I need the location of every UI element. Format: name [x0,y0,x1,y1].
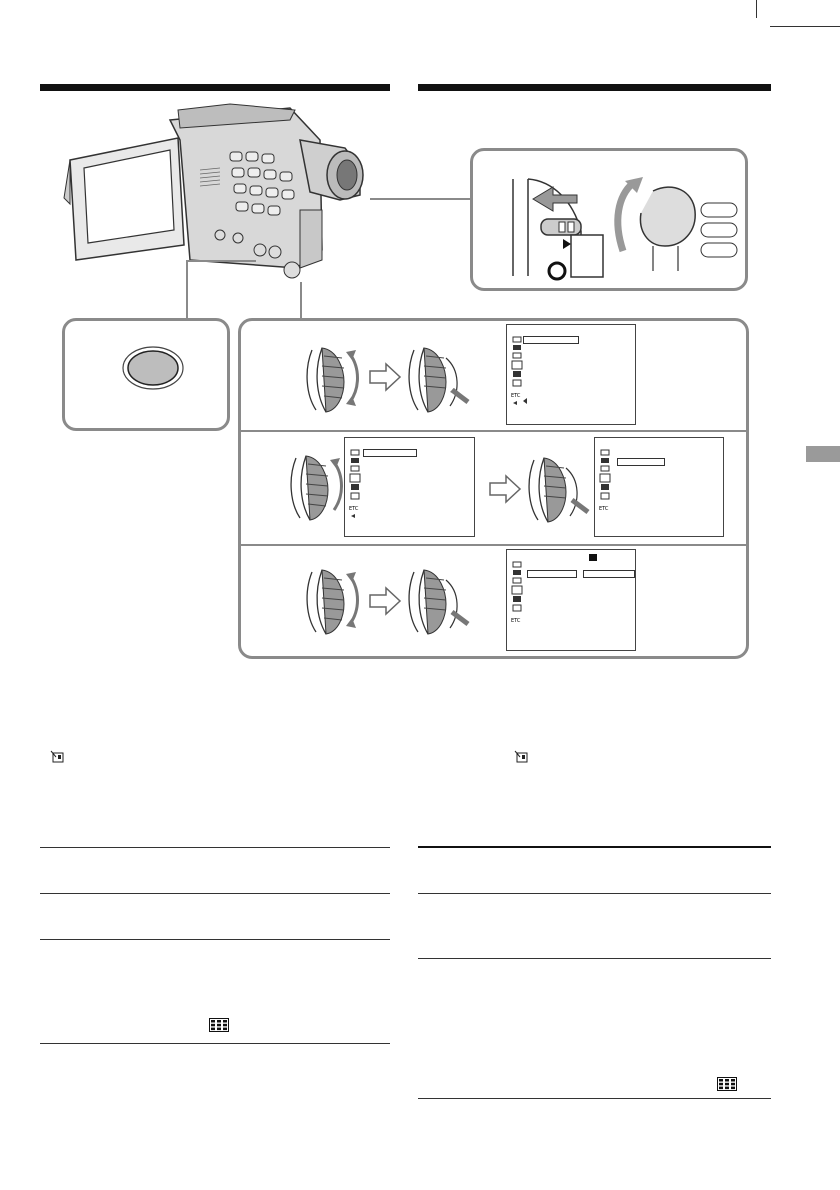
menu-highlight-bar [363,449,417,457]
svg-text:ETC: ETC [511,393,521,399]
arrow-next-row2 [488,474,522,504]
dial-rotate-row1 [298,340,366,415]
crop-mark-vertical [756,0,757,18]
crop-mark-horizontal [770,26,840,27]
dial-press-row3 [400,562,470,637]
callout-line-power [370,198,470,200]
dial-press-row1 [400,340,470,415]
menu-icon-column [349,448,363,520]
right-table-rule-4 [418,1098,771,1099]
index-grid-icon [717,1077,737,1091]
left-table-rule-4 [40,1043,390,1044]
svg-text:ETC: ETC [599,506,609,512]
left-table-rule-2 [40,893,390,894]
menu-highlight-bar [617,458,665,466]
menu-screen-row2-right [594,437,724,537]
power-switch-box [470,148,748,291]
svg-text:ETC: ETC [349,506,359,512]
right-table-rule-1 [418,846,771,848]
steps-divider-2 [240,544,747,546]
dial-rotate-row3 [298,562,366,637]
menu-icon-column [599,448,613,520]
menu-icon-column [511,560,525,632]
menu-indicator-block [589,554,597,561]
arrow-next-row1 [368,362,402,392]
callout-line-dial-v [300,282,302,320]
menu-button-illustration [65,321,227,428]
callout-line-menu-v1 [186,260,188,318]
section-side-tab [806,446,840,462]
memory-card-icon [514,750,530,764]
index-grid-icon [209,1018,229,1032]
arrow-next-row3 [368,586,402,616]
power-switch-illustration [473,151,745,288]
left-table-rule-1 [40,847,390,848]
menu-highlight-bar-right [583,570,635,578]
callout-line-menu-h [186,260,256,262]
menu-highlight-bar [523,336,579,344]
left-table-rule-3 [40,939,390,940]
right-table-rule-2 [418,893,771,894]
menu-screen-row2-left [344,437,475,537]
memory-card-icon [50,750,66,764]
menu-button-box [62,318,230,431]
right-table-rule-3 [418,958,771,959]
dial-press-row2 [520,450,590,525]
dial-rotate-row2 [282,448,350,523]
menu-screen-row3 [506,549,636,651]
steps-divider-1 [240,430,747,432]
svg-text:ETC: ETC [511,618,521,624]
left-heading-rule [40,84,390,91]
menu-highlight-bar-left [527,570,577,578]
return-icon [521,397,531,405]
menu-screen-row1 [506,324,636,425]
right-heading-rule [418,84,771,91]
